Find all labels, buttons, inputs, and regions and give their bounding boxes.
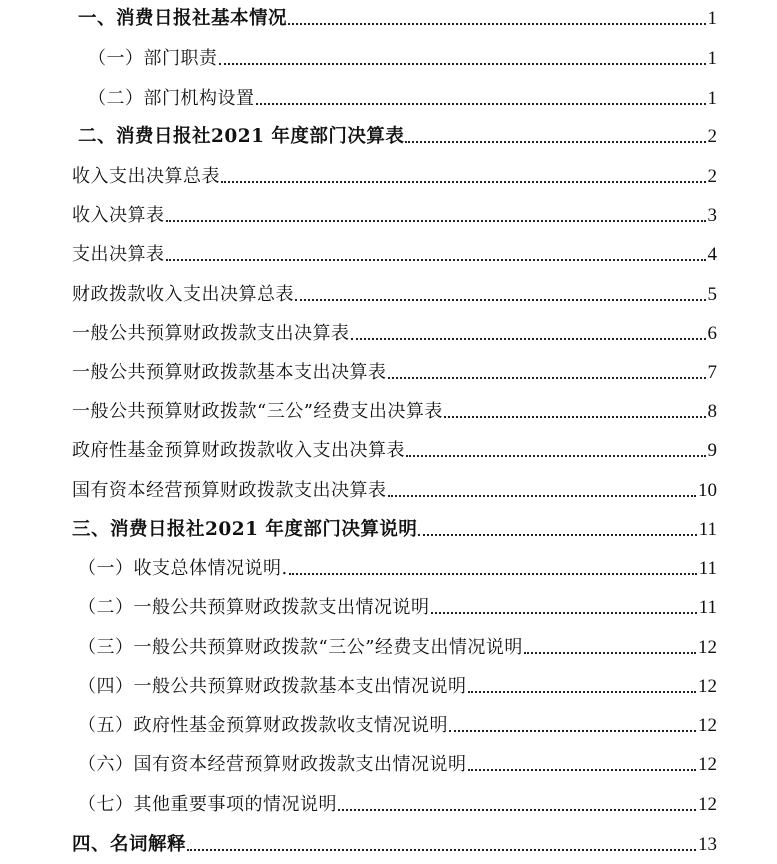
toc-page-number: 11 (698, 558, 717, 579)
toc-entry[interactable] (72, 472, 717, 502)
toc-entry-title: 一、消费日报社基本情况 (78, 8, 288, 29)
toc-page-number: 10 (698, 480, 717, 501)
toc-page-number: 2 (707, 166, 717, 187)
toc-entry-title: （六）国有资本经营预算财政拨款支出情况说明 (78, 754, 467, 775)
toc-page-number: 12 (698, 676, 717, 697)
toc-page-number: 9 (707, 440, 717, 461)
toc-entry[interactable] (88, 80, 717, 110)
toc-entry-title: 财政拨款收入支出决算总表 (72, 284, 294, 305)
dot-leader (444, 416, 706, 418)
dot-leader (524, 652, 696, 654)
dot-leader (468, 691, 697, 693)
toc-entry[interactable] (72, 511, 717, 541)
toc-entry-title: 支出决算表 (72, 244, 165, 265)
toc-entry-title: （七）其他重要事项的情况说明 (78, 794, 337, 815)
dot-leader (221, 181, 706, 183)
toc-entry-title: （三）一般公共预算财政拨款“三公”经费支出情况说明 (78, 637, 523, 658)
toc-entry[interactable] (72, 158, 717, 188)
toc-page-number: 7 (707, 362, 717, 383)
toc-entry[interactable] (78, 707, 717, 737)
dot-leader (338, 809, 696, 811)
toc-page-number: 12 (698, 715, 717, 736)
toc-entry[interactable] (72, 197, 717, 227)
toc-page-number: 6 (707, 323, 717, 344)
toc-entry[interactable] (78, 0, 717, 30)
toc-entry[interactable] (78, 629, 717, 659)
toc-page-number: 11 (698, 597, 717, 618)
toc-entry-title: （二）部门机构设置 (88, 88, 255, 109)
toc-entry-title: 一般公共预算财政拨款支出决算表 (72, 323, 350, 344)
dot-leader (449, 730, 696, 732)
toc-entry[interactable] (72, 432, 717, 462)
toc-entry[interactable] (78, 118, 717, 148)
dot-leader (166, 220, 706, 222)
toc-entry[interactable] (72, 236, 717, 266)
dot-leader (418, 534, 696, 536)
dot-leader (388, 495, 697, 497)
toc-entry-title: （一）部门职责 (88, 48, 218, 69)
toc-entry[interactable] (78, 589, 717, 619)
toc-entry[interactable] (72, 354, 717, 384)
toc-entry[interactable] (78, 668, 717, 698)
toc-entry-title: 收入决算表 (72, 205, 165, 226)
toc-page-number: 1 (707, 48, 717, 69)
toc-page-number: 3 (707, 205, 717, 226)
toc-page-number: 13 (698, 834, 717, 855)
toc-entry-title: 三、消费日报社2021 年度部门决算说明 (72, 519, 418, 540)
toc-page-number: 8 (707, 401, 717, 422)
toc-entry-title: （一）收支总体情况说明. (78, 558, 288, 579)
toc-entry-title: 国有资本经营预算财政拨款支出决算表 (72, 480, 387, 501)
toc-entry[interactable] (72, 276, 717, 306)
toc-entry-title: 一般公共预算财政拨款“三公”经费支出决算表 (72, 401, 443, 422)
toc-entry[interactable] (78, 550, 717, 580)
toc-entry-title: （五）政府性基金预算财政拨款收支情况说明 (78, 715, 448, 736)
dot-leader (351, 338, 706, 340)
dot-leader (256, 103, 706, 105)
dot-leader (406, 455, 706, 457)
toc-entry-title: 一般公共预算财政拨款基本支出决算表 (72, 362, 387, 383)
toc-page-number: 12 (698, 637, 717, 658)
dot-leader (166, 259, 706, 261)
toc-page-number: 1 (707, 8, 717, 29)
toc-entry-title: 四、名词解释 (72, 834, 187, 855)
toc-entry[interactable] (72, 826, 717, 856)
toc-entry-title: 二、消费日报社2021 年度部门决算表 (78, 126, 405, 147)
dot-leader (288, 23, 705, 25)
dot-leader (388, 377, 706, 379)
toc-page-number: 12 (698, 794, 717, 815)
toc-page-number: 1 (707, 88, 717, 109)
toc-page-number: 5 (707, 284, 717, 305)
toc-page-number: 2 (707, 126, 717, 147)
dot-leader (468, 769, 697, 771)
toc-page-number: 11 (698, 519, 717, 540)
toc-entry-title: 收入支出决算总表 (72, 166, 220, 187)
toc-entry[interactable] (78, 746, 717, 776)
toc-entry[interactable] (88, 40, 717, 70)
toc-entry-title: （二）一般公共预算财政拨款支出情况说明 (78, 597, 430, 618)
toc-page-number: 12 (698, 754, 717, 775)
toc-page-number: 4 (707, 244, 717, 265)
dot-leader (431, 612, 697, 614)
dot-leader (187, 849, 696, 851)
toc-entry[interactable] (72, 393, 717, 423)
toc-entry-title: （四）一般公共预算财政拨款基本支出情况说明 (78, 676, 467, 697)
dot-leader (295, 299, 706, 301)
toc-entry[interactable] (72, 315, 717, 345)
toc-entry[interactable] (78, 786, 717, 816)
dot-leader (289, 573, 697, 575)
dot-leader (219, 63, 706, 65)
toc-entry-title: 政府性基金预算财政拨款收入支出决算表 (72, 440, 405, 461)
dot-leader (405, 141, 705, 143)
